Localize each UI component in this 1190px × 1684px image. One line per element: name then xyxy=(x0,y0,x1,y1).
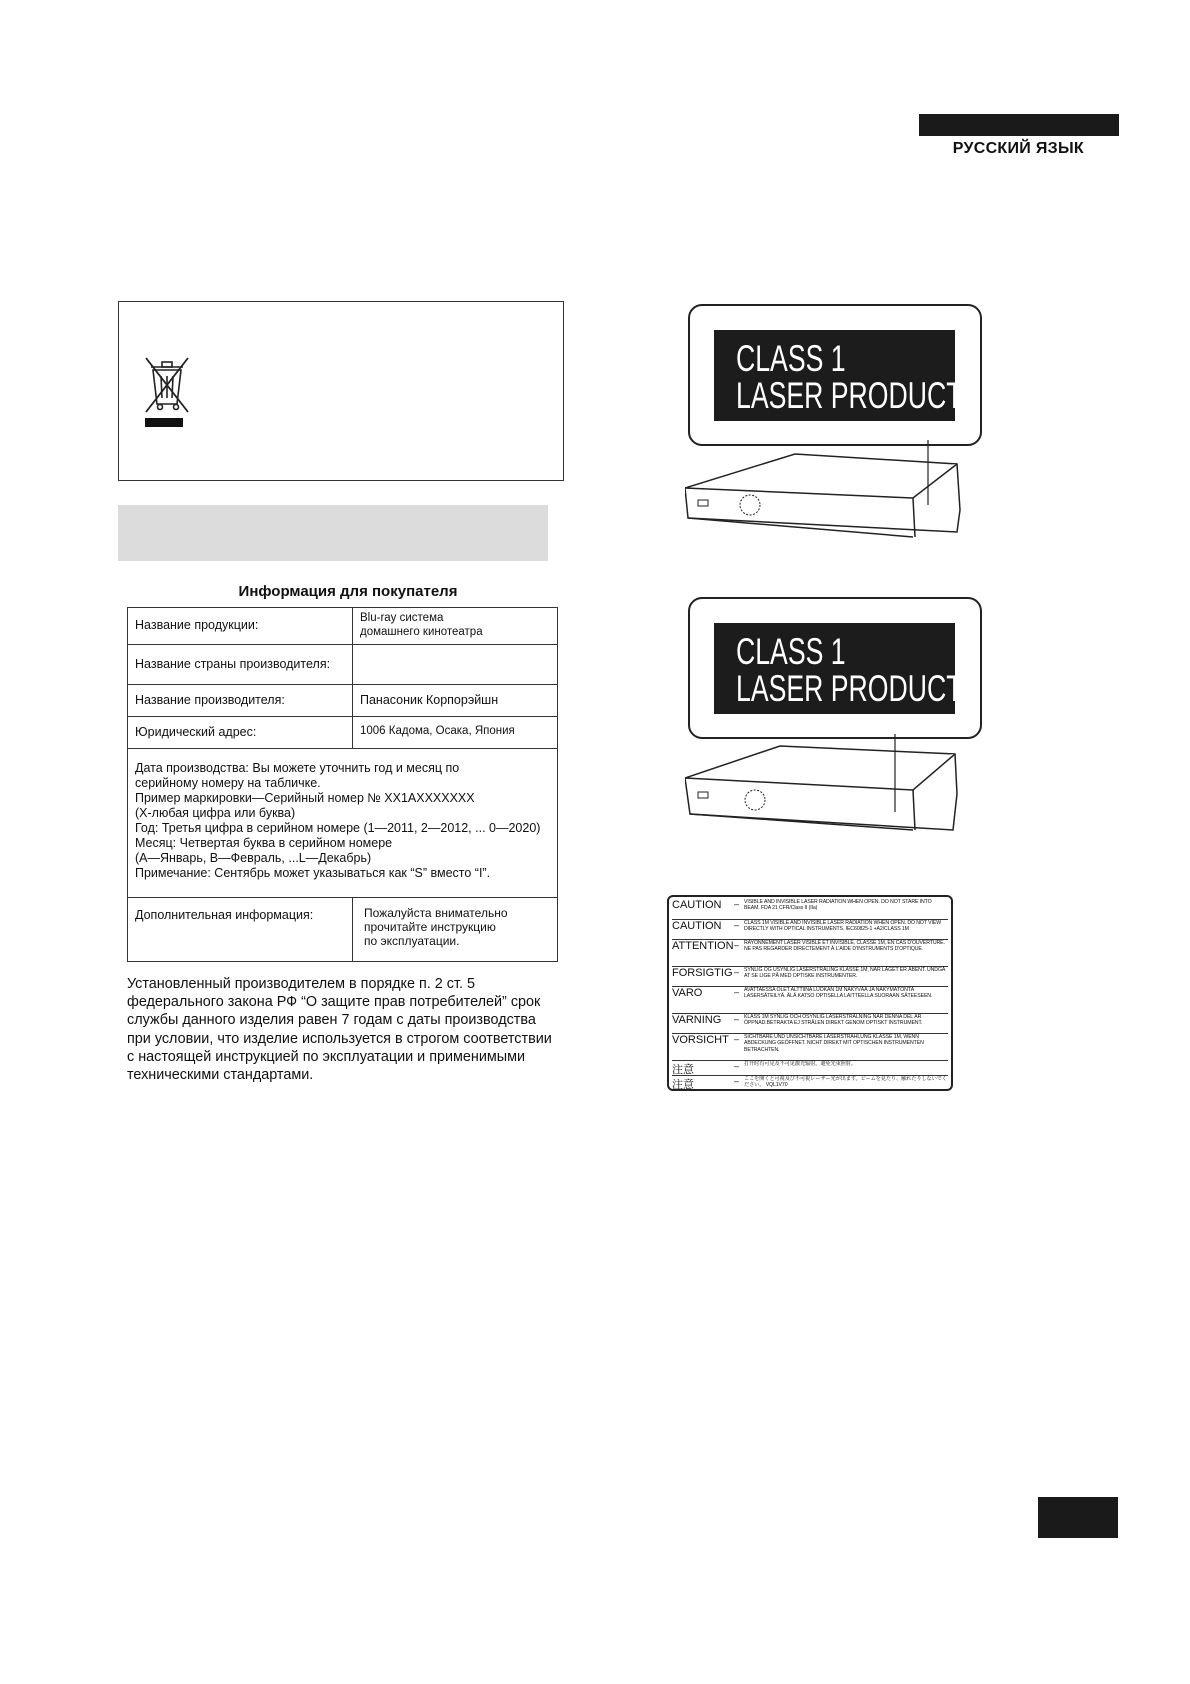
service-life-paragraph xyxy=(127,975,572,1084)
row-key: Дополнительная информация: xyxy=(128,897,353,961)
caution-key: CAUTION xyxy=(672,899,722,911)
caution-row xyxy=(672,1076,948,1094)
laser-label-line: LASER PRODUCT xyxy=(736,375,963,416)
crossed-bin-icon xyxy=(143,356,191,428)
caution-row xyxy=(672,920,948,940)
note-line: (X-любая цифра или буква) xyxy=(135,805,296,820)
row-key: Название продукции: xyxy=(128,608,353,645)
caution-dash: – xyxy=(734,1061,740,1071)
laser-label-callout-bottom xyxy=(688,597,982,739)
player-device-illustration-top xyxy=(685,440,970,540)
caution-row xyxy=(672,1061,948,1076)
laser-label-line: CLASS 1 xyxy=(736,631,846,672)
note-line: Месяц: Четвертая буква в серийном номере xyxy=(135,835,393,850)
caution-dash: – xyxy=(734,1034,740,1044)
row-value xyxy=(353,608,558,645)
row-key: Юридический адрес: xyxy=(128,716,353,748)
caution-dash: – xyxy=(734,1076,740,1086)
table-row xyxy=(128,897,558,961)
note-line: Дата производства: Вы можете уточнить год и месяц по xyxy=(135,760,460,775)
caution-row xyxy=(672,987,948,1014)
note-line: (A—Январь, B—Февраль, ...L—Декабрь) xyxy=(135,850,372,865)
caution-text: SICHTBARE UND UNSICHTBARE LASERSTRAHLUNG KLASSE 1M, WENN ABDECKUNG GEÖFFNET. NICHT DIREKT MIT OPTISCHEN INSTRUMENTEN BETRACHTEN. xyxy=(744,1034,924,1053)
caution-key: VARO xyxy=(672,987,703,999)
caution-row xyxy=(672,899,948,920)
caution-row xyxy=(672,1014,948,1034)
caution-label xyxy=(667,895,953,1091)
caution-text: 打开时有可见及不可见激光辐射。避免光束照射。 xyxy=(744,1061,856,1067)
value-line: Blu-ray система xyxy=(360,612,444,624)
paragraph-line: с настоящей инструкцией по эксплуатации и применимыми xyxy=(127,1048,526,1065)
caution-text: ここを開くと可視及び不可視レーザー光が出ます。ビームを見たり、触れたりしないでください。 VQL1V70 xyxy=(744,1076,947,1089)
row-value: Панасоник Корпорэйшн xyxy=(353,684,558,716)
caution-key: VORSICHT xyxy=(672,1034,729,1046)
note-line: Примечание: Сентябрь может указываться как “S” вместо “I”. xyxy=(135,865,491,880)
language-label: РУССКИЙ ЯЗЫК xyxy=(952,140,1084,157)
paragraph-line: техническими стандартами. xyxy=(127,1067,314,1084)
caution-key: 注意 xyxy=(672,1064,694,1076)
caution-key: CAUTION xyxy=(672,920,722,932)
caution-dash: – xyxy=(734,899,740,909)
caution-text: CLASS 1M VISIBLE AND INVISIBLE LASER RADIATION WHEN OPEN. DO NOT VIEW DIRECTLY WITH OPTICAL INSTRUMENTS. IEC60825-1 +A2/CLASS 1M xyxy=(744,920,941,933)
caution-text: SYNLIG OG USYNLIG LASERSTRÅLING KLASSE 1M, NÅR LÅGET ER ÅBENT. UNDGÅ AT SE LIGE PÅ MED OPTISKE INSTRUMENTER. xyxy=(744,967,946,980)
caution-key: ATTENTION xyxy=(672,940,734,952)
caution-dash: – xyxy=(734,967,740,977)
laser-label-text xyxy=(736,336,962,414)
production-date-note xyxy=(128,748,558,897)
laser-label-plate xyxy=(714,623,963,714)
value-line: домашнего кинотеатра xyxy=(360,625,483,638)
grey-info-box xyxy=(118,505,548,561)
disposal-notice-box xyxy=(118,301,564,481)
row-key: Название производителя: xyxy=(128,684,353,716)
caution-text: VISIBLE AND INVISIBLE LASER RADIATION WHEN OPEN. DO NOT STARE INTO BEAM. FDA 21 CFR/Class II (IIa) xyxy=(744,899,932,912)
laser-label-line: CLASS 1 xyxy=(736,338,846,379)
value-line: прочитайте инструкцию xyxy=(364,919,496,934)
laser-label-callout-top xyxy=(688,304,982,446)
laser-label-text xyxy=(736,629,962,707)
caution-key: FORSIGTIG xyxy=(672,967,733,979)
note-line: серийному номеру на табличке. xyxy=(135,775,321,790)
note-line: Пример маркировки—Серийный номер № XX1AXXXXXXX xyxy=(135,790,475,805)
table-row xyxy=(128,608,558,645)
caution-key: VARNING xyxy=(672,1014,722,1026)
table-row xyxy=(128,748,558,897)
purchaser-info-title: Информация для покупателя xyxy=(238,583,458,600)
paragraph-line: федерального закона РФ “О защите прав потребителей” срок xyxy=(127,994,541,1011)
caution-dash: – xyxy=(734,1014,740,1024)
caution-row xyxy=(672,1034,948,1061)
caution-dash: – xyxy=(734,920,740,930)
purchaser-info-table xyxy=(127,607,558,962)
caution-key: 注意 xyxy=(672,1079,694,1091)
caution-dash: – xyxy=(734,940,740,950)
laser-label-plate xyxy=(714,330,963,421)
player-device-illustration-bottom xyxy=(685,734,970,834)
value-line: по эксплуатации. xyxy=(364,934,460,949)
table-row xyxy=(128,644,558,684)
row-value xyxy=(353,644,558,684)
row-value: 1006 Кадома, Осака, Япония xyxy=(353,716,558,748)
paragraph-line: при условии, что изделие используется в строгом соответствии xyxy=(127,1030,552,1047)
table-row xyxy=(128,684,558,716)
caution-text: AVATTAESSA OLET ALTTIINA LUOKAN 1M NÄKYVÄÄ JA NÄKYMÄTÖNTÄ LASERSÄTEILYÄ. ÄLÄ KATSO OPTISELLA LAITTEELLA SUORAAN SÄTEESEEN. xyxy=(744,987,933,1000)
caution-row xyxy=(672,940,948,967)
row-value xyxy=(353,897,558,961)
language-tab-bar xyxy=(919,114,1119,136)
laser-label-line: LASER PRODUCT xyxy=(736,668,963,709)
note-line: Год: Третья цифра в серийном номере (1—2011, 2—2012, ... 0—2020) xyxy=(135,820,541,835)
caution-dash: – xyxy=(734,987,740,997)
caution-row xyxy=(672,967,948,987)
table-row xyxy=(128,716,558,748)
page-number-tab xyxy=(1038,1497,1118,1538)
caution-text: KLASS 1M SYNLIG OCH OSYNLIG LASERSTRÅLNING NÄR DENNA DEL ÄR ÖPPNAD.BETRAKTA EJ STRÅLEN DIREKT GENOM OPTISKT INSTRUMENT. xyxy=(744,1014,923,1027)
row-key: Название страны производителя: xyxy=(128,644,353,684)
caution-text: RAYONNEMENT LASER VISIBLE ET INVISIBLE, CLASSE 1M, EN CAS D'OUVERTURE. NE PAS REGARDER DIRECTEMENT À L'AIDE D'INSTRUMENTS D'OPTIQUE. xyxy=(744,940,945,953)
value-line: Пожалуйста внимательно xyxy=(364,905,508,920)
paragraph-line: Установленный производителем в порядке п. 2 ст. 5 xyxy=(127,976,475,992)
paragraph-line: службы данного изделия равен 7 годам с даты производства xyxy=(127,1012,536,1029)
